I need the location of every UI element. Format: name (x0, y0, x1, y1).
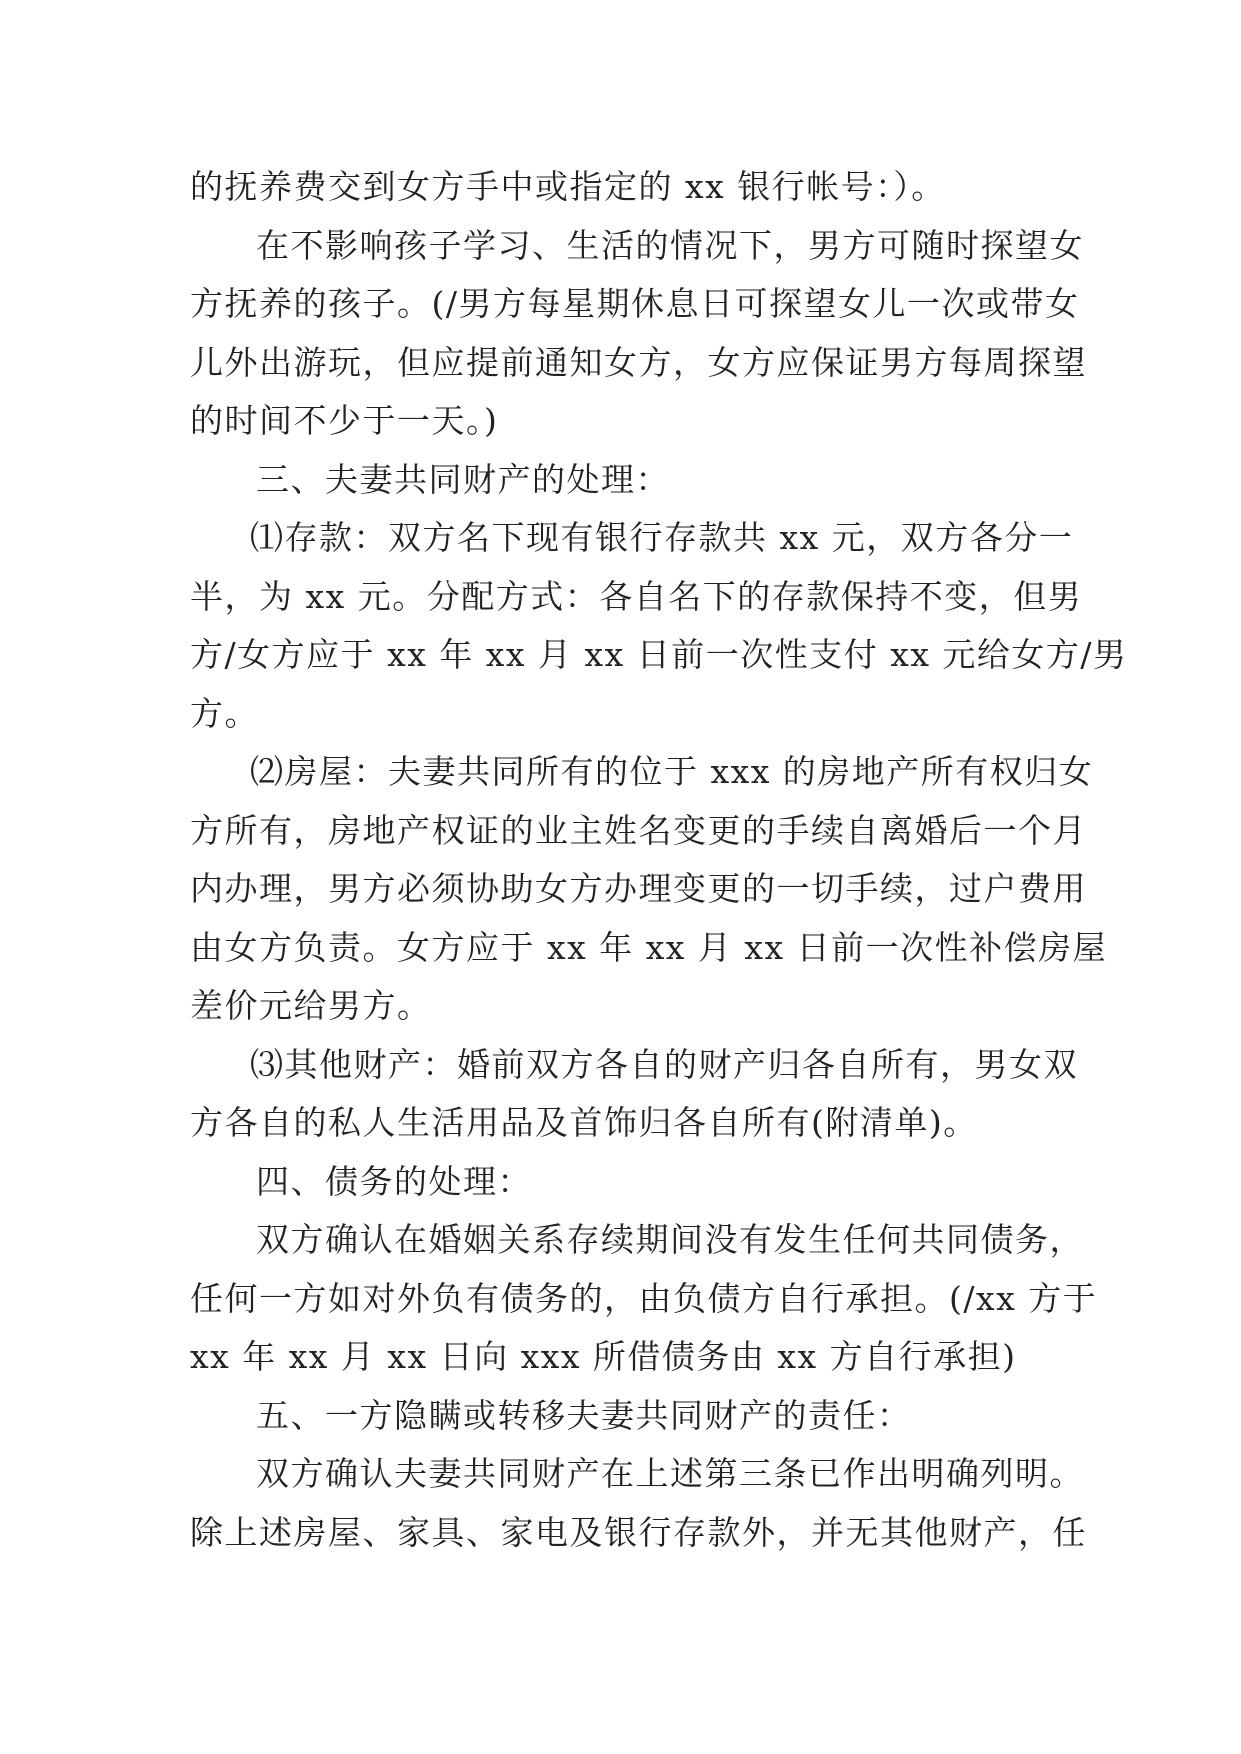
text-line: 方/女方应于 xx 年 xx 月 xx 日前一次性支付 xx 元给女方/男 (190, 635, 1128, 674)
text-line: ⑵房屋：夫妻共同所有的位于 xxx 的房地产所有权归女 (250, 752, 1094, 791)
text-line: 除上述房屋、家具、家电及银行存款外，并无其他财产，任 (190, 1512, 1087, 1552)
text-line: 方。 (190, 693, 259, 733)
text-line: 的抚养费交到女方手中或指定的 xx 银行帐号：）。 (190, 167, 946, 206)
section-heading: 四、债务的处理： (256, 1161, 532, 1201)
text-line: 方抚养的孩子。(/男方每星期休息日可探望女儿一次或带女 (190, 284, 1080, 323)
text-line: 儿外出游玩，但应提前通知女方，女方应保证男方每周探望 (190, 342, 1087, 382)
section-heading: 三、夫妻共同财产的处理： (256, 459, 670, 499)
text-line: 内办理，男方必须协助女方办理变更的一切手续，过户费用 (190, 869, 1087, 908)
text-line: 方各自的私人生活用品及首饰归各自所有(附清单)。 (190, 1103, 978, 1142)
document-body (190, 158, 1128, 1562)
text-line: 任何一方如对外负有债务的，由负债方自行承担。(/xx 方于 (190, 1278, 1098, 1318)
text-line: 在不影响孩子学习、生活的情况下，男方可随时探望女 (256, 225, 1084, 265)
text-line: ⑶其他财产：婚前双方各自的财产归各自所有，男女双 (250, 1044, 1078, 1084)
text-line: 由女方负责。女方应于 xx 年 xx 月 xx 日前一次性补偿房屋 (190, 927, 1108, 967)
text-line: ⑴存款：双方名下现有银行存款共 xx 元，双方各分一 (250, 518, 1074, 557)
text-line: 半，为 xx 元。分配方式：各自名下的存款保持不变，但男 (190, 576, 1083, 616)
section-heading: 五、一方隐瞒或转移夫妻共同财产的责任： (256, 1395, 912, 1435)
text-line: 差价元给男方。 (190, 986, 432, 1025)
text-line: 双方确认在婚姻关系存续期间没有发生任何共同债务， (256, 1220, 1084, 1259)
text-line: xx 年 xx 月 xx 日向 xxx 所借债务由 xx 方自行承担) (190, 1337, 1017, 1376)
text-line: 的时间不少于一天。) (190, 401, 499, 440)
text-line: 双方确认夫妻共同财产在上述第三条已作出明确列明。 (256, 1454, 1084, 1493)
text-line: 方所有，房地产权证的业主姓名变更的手续自离婚后一个月 (190, 810, 1087, 850)
